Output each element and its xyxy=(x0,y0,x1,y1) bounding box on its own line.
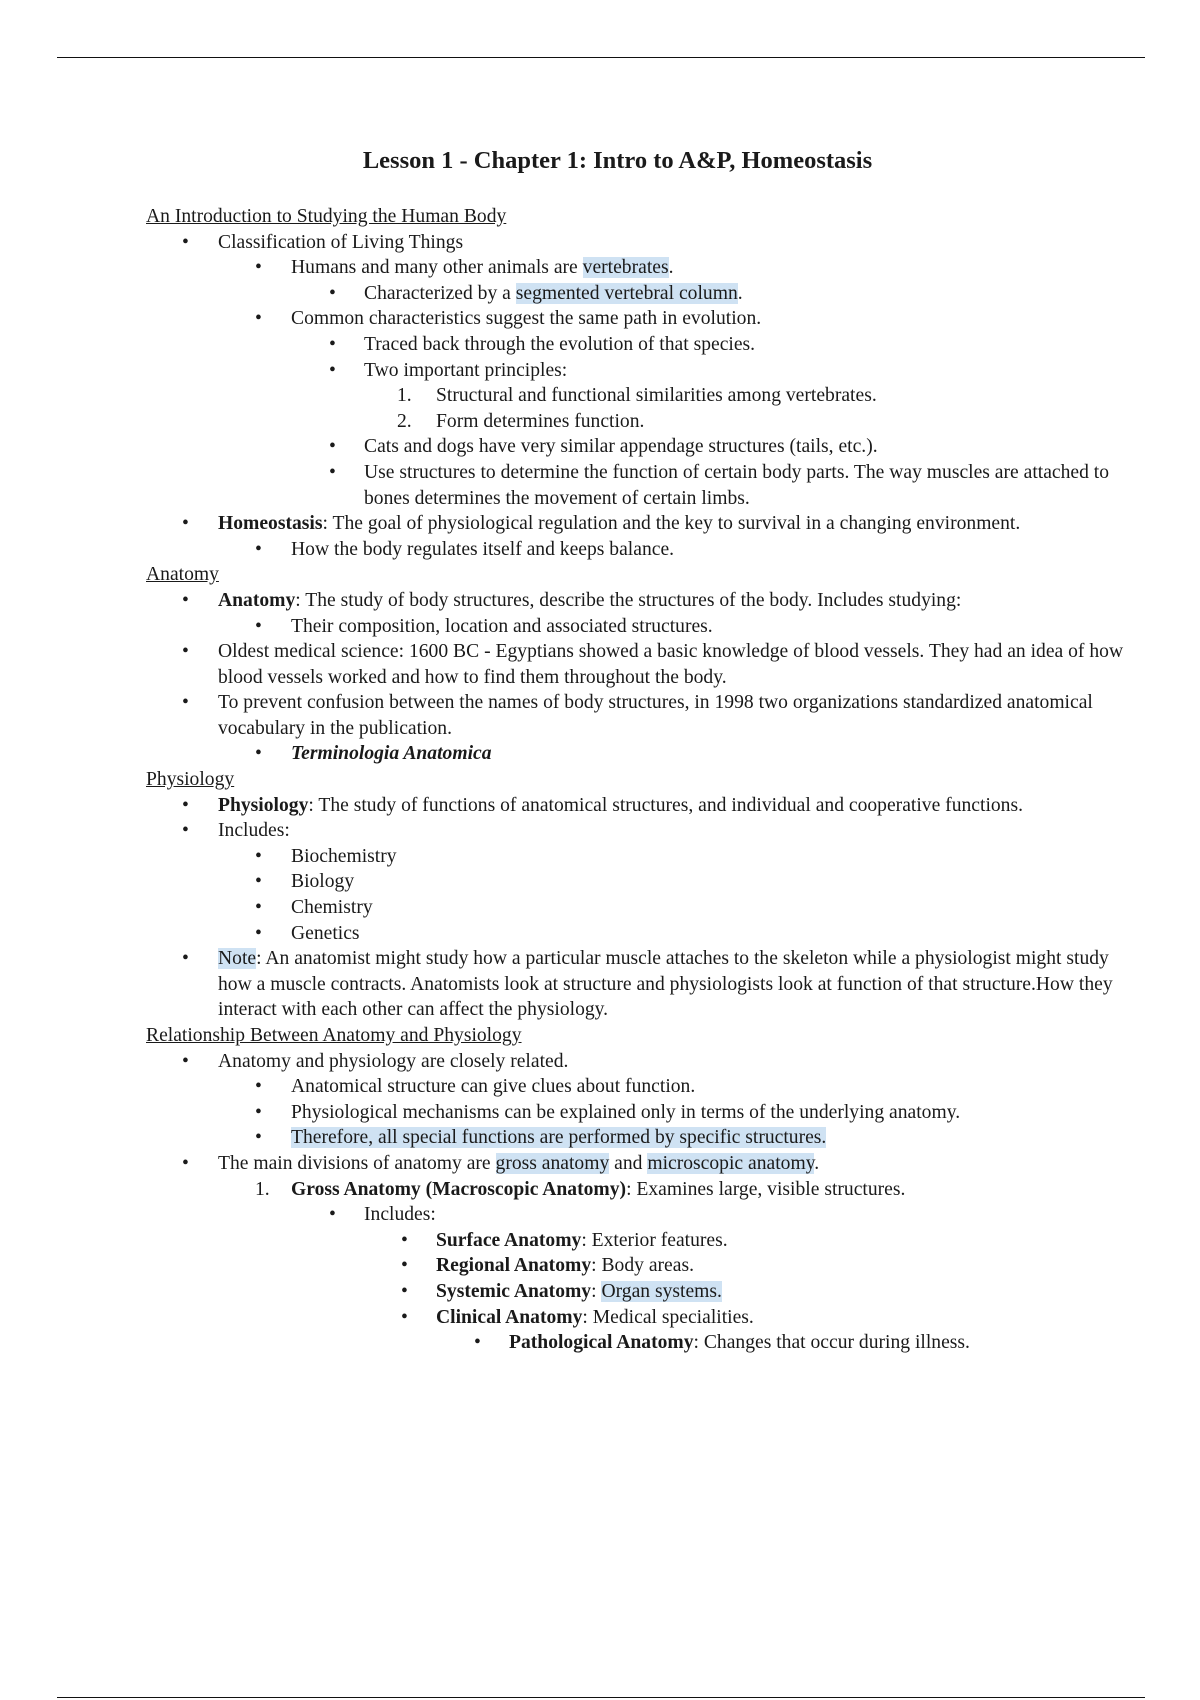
bullet-icon: • xyxy=(474,1332,481,1354)
section-heading-relationship: Relationship Between Anatomy and Physiology xyxy=(146,1025,522,1046)
numbered-item: 1. Gross Anatomy (Macroscopic Anatomy): Examines large, visible structures. xyxy=(146,1177,1146,1203)
list-item: • Traced back through the evolution of that species. xyxy=(146,332,1146,358)
bullet-icon: • xyxy=(182,794,189,816)
list-item: • Use structures to determine the function of certain body parts. The way muscles are attached to bones determines the movement of certain limbs. xyxy=(329,461,1110,509)
list-number: 1. xyxy=(255,1178,270,1200)
list-item: • Systemic Anatomy: Organ systems. xyxy=(146,1279,1146,1305)
bullet-icon: • xyxy=(329,333,336,355)
list-item: • Pathological Anatomy: Changes that occur during illness. xyxy=(146,1330,1146,1356)
bullet-icon: • xyxy=(329,282,336,304)
bullet-icon: • xyxy=(255,845,262,867)
bullet-icon: • xyxy=(182,641,189,663)
highlight: Organ systems. xyxy=(601,1280,722,1302)
list-number: 2. xyxy=(397,410,412,432)
term: Homeostasis xyxy=(218,513,323,535)
list-number: 1. xyxy=(397,385,412,407)
highlight: vertebrates xyxy=(582,257,669,279)
bullet-icon: • xyxy=(182,589,189,611)
bullet-icon: • xyxy=(255,615,262,637)
bullet-icon: • xyxy=(182,1152,189,1174)
bullet-icon: • xyxy=(255,257,262,279)
bullet-icon: • xyxy=(401,1229,408,1251)
bullet-icon: • xyxy=(255,308,262,330)
list-item: • Note: An anatomist might study how a particular muscle attaches to the skeleton while a physiologist might study how a muscle contracts. Anatomists look at structure and physiologists look at function of that structure.How they interact with each other can affect the physiology. xyxy=(182,948,1113,1021)
section-heading-physiology: Physiology xyxy=(146,769,235,791)
list-item: • Regional Anatomy: Body areas. xyxy=(146,1253,1146,1279)
list-item: • Anatomy: The study of body structures, describe the structures of the body. Includes studying: xyxy=(146,588,1146,614)
term: Physiology xyxy=(218,794,309,816)
list-item: • Physiological mechanisms can be explained only in terms of the underlying anatomy. xyxy=(146,1100,1146,1126)
list-item: • Surface Anatomy: Exterior features. xyxy=(146,1228,1146,1254)
page-title: Lesson 1 - Chapter 1: Intro to A&P, Homeostasis xyxy=(362,147,873,174)
list-item: • Anatomical structure can give clues about function. xyxy=(146,1074,1146,1100)
bullet-icon: • xyxy=(182,820,189,842)
section-heading-anatomy: Anatomy xyxy=(146,564,219,586)
list-item: • Biology xyxy=(146,869,1146,895)
term: Regional Anatomy xyxy=(436,1255,592,1277)
list-item: • Their composition, location and associated structures. xyxy=(146,614,1146,640)
bullet-icon: • xyxy=(255,1076,262,1098)
bullet-icon: • xyxy=(182,1050,189,1072)
highlight: Note xyxy=(218,948,257,970)
term: Clinical Anatomy xyxy=(436,1306,583,1328)
bullet-icon: • xyxy=(255,922,262,944)
numbered-item: 2. Form determines function. xyxy=(146,409,1146,435)
bullet-icon: • xyxy=(255,538,262,560)
list-item: • Classification of Living Things xyxy=(146,230,1146,256)
list-item: • Includes: xyxy=(146,1202,1146,1228)
list-item: • Anatomy and physiology are closely related. xyxy=(146,1049,1146,1075)
bullet-icon: • xyxy=(182,513,189,535)
bullet-icon: • xyxy=(182,948,189,970)
term: Pathological Anatomy xyxy=(509,1332,694,1354)
bullet-icon: • xyxy=(329,461,336,483)
section-heading-intro: An Introduction to Studying the Human Body xyxy=(146,206,507,227)
list-item: • Humans and many other animals are vertebrates. xyxy=(146,255,1146,281)
bullet-icon: • xyxy=(255,897,262,919)
list-item: • How the body regulates itself and keeps balance. xyxy=(146,537,1146,563)
list-item: • Cats and dogs have very similar appendage structures (tails, etc.). xyxy=(146,434,1146,460)
list-item: • Physiology: The study of functions of anatomical structures, and individual and cooperative functions. xyxy=(146,793,1146,819)
list-item: • To prevent confusion between the names of body structures, in 1998 two organizations standardized anatomical vocabulary in the publication. xyxy=(182,692,1093,739)
list-item: • Biochemistry xyxy=(146,844,1146,870)
bullet-icon: • xyxy=(182,692,189,714)
term: Systemic Anatomy xyxy=(436,1280,592,1302)
numbered-item: 1. Structural and functional similarities among vertebrates. xyxy=(146,383,1146,409)
term: Surface Anatomy xyxy=(436,1229,582,1251)
bullet-icon: • xyxy=(329,1204,336,1226)
bullet-icon: • xyxy=(401,1255,408,1277)
bullet-icon: • xyxy=(182,231,189,253)
list-item: • Chemistry xyxy=(146,895,1146,921)
highlight: gross anatomy xyxy=(495,1152,610,1174)
highlight: Therefore, all special functions are performed by specific structures. xyxy=(291,1127,827,1149)
list-item xyxy=(146,1125,1146,1151)
list-item: • Two important principles: xyxy=(146,358,1146,384)
list-item: • Characterized by a segmented vertebral column. xyxy=(146,281,1146,307)
publication-title: Terminologia Anatomica xyxy=(291,743,492,765)
list-item xyxy=(146,741,1146,767)
bullet-icon: • xyxy=(255,1101,262,1123)
list-item: • Oldest medical science: 1600 BC - Egyptians showed a basic knowledge of blood vessels. They had an idea of how blood vessels worked and how to find them throughout the body. xyxy=(182,641,1124,688)
list-item: • The main divisions of anatomy are gross anatomy and microscopic anatomy. xyxy=(146,1151,1146,1177)
list-item: • Common characteristics suggest the same path in evolution. xyxy=(146,306,1146,332)
bullet-icon: • xyxy=(255,1127,262,1149)
top-rule xyxy=(57,57,1145,58)
list-item: • Genetics xyxy=(146,921,1146,947)
bullet-icon: • xyxy=(255,743,262,765)
highlight: segmented vertebral column xyxy=(515,282,738,304)
bottom-rule xyxy=(57,1697,1145,1698)
bullet-icon: • xyxy=(401,1306,408,1328)
document-body xyxy=(146,204,1146,1356)
term: Gross Anatomy (Macroscopic Anatomy) xyxy=(291,1178,627,1200)
bullet-icon: • xyxy=(329,359,336,381)
bullet-icon: • xyxy=(329,436,336,458)
bullet-icon: • xyxy=(401,1280,408,1302)
bullet-icon: • xyxy=(255,871,262,893)
list-item: • Homeostasis: The goal of physiological regulation and the key to survival in a changing environment. xyxy=(146,511,1146,537)
list-item: • Clinical Anatomy: Medical specialities. xyxy=(146,1305,1146,1331)
term: Anatomy xyxy=(218,589,296,611)
highlight: microscopic anatomy xyxy=(647,1152,815,1174)
list-item: • Includes: xyxy=(146,818,1146,844)
